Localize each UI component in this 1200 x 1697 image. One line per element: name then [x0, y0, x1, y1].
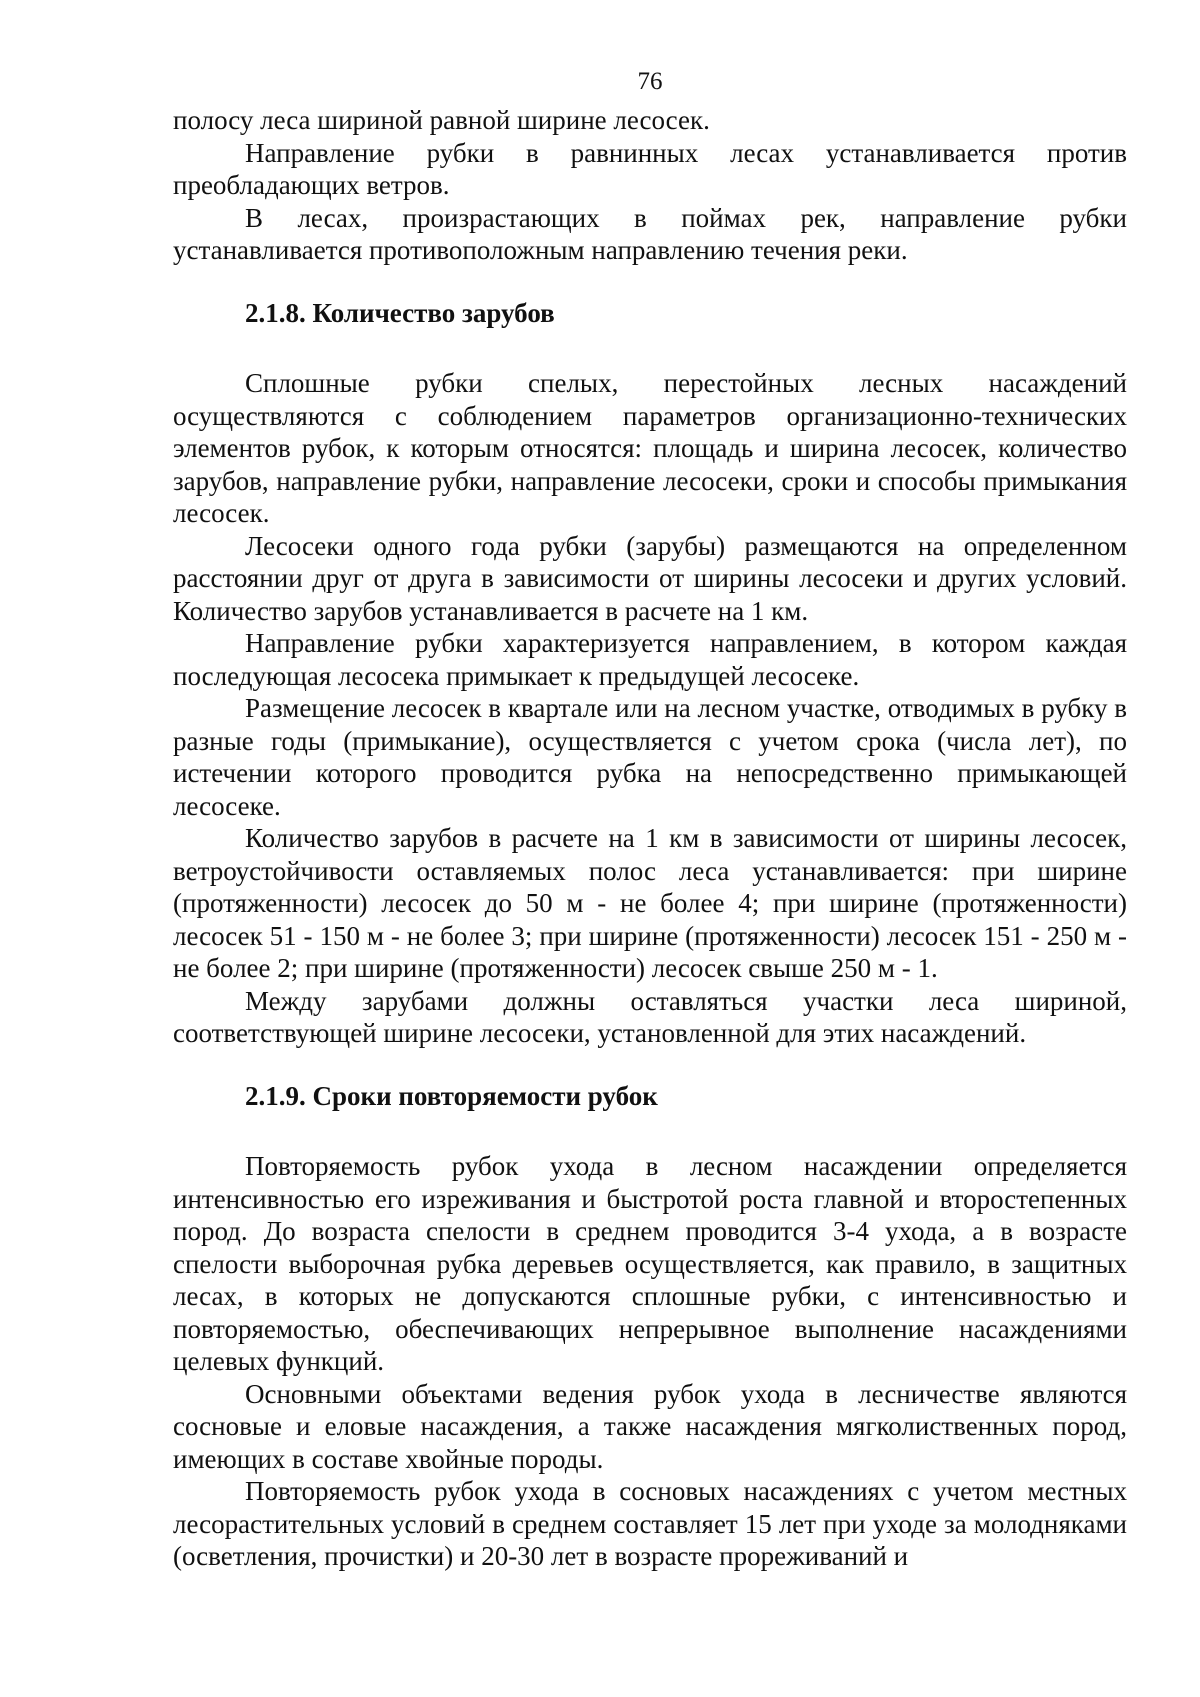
paragraph: В лесах, произрастающих в поймах рек, направление рубки устанавливается противоположным направлению течения реки. — [173, 202, 1127, 265]
paragraph: Основными объектами ведения рубок ухода в лесничестве являются сосновые и еловые насаждения, а также насаждения мягколиственных пород, имеющих в составе хвойные породы. — [173, 1378, 1127, 1474]
paragraph: Повторяемость рубок ухода в лесном насаждении определяется интенсивностью его изреживания и быстротой роста главной и второстепенных пород. До возраста спелости в среднем проводится 3-4 ухода, а в возрасте спелости выборочная рубка деревьев осуществляется, как правило, в защитных лесах, в которых не допускаются сплошные рубки, с интенсивностью и повторяемостью, обеспечивающих непрерывное выполнение насаждениями целевых функций. — [173, 1151, 1127, 1376]
section-heading-2-1-9: 2.1.9. Сроки повторяемости рубок — [245, 1080, 658, 1111]
paragraph: Между зарубами должны оставляться участки леса шириной, соответствующей ширине лесосеки, установленной для этих насаждений. — [173, 985, 1127, 1048]
document-page — [173, 66, 1127, 1573]
paragraph: Лесосеки одного года рубки (зарубы) размещаются на определенном расстоянии друг от друга в зависимости от ширины лесосеки и других условий. Количество зарубов устанавливается в расчете на 1 км. — [173, 530, 1127, 626]
paragraph: полосу леса шириной равной ширине лесосек. — [173, 105, 710, 135]
paragraph: Количество зарубов в расчете на 1 км в зависимости от ширины лесосек, ветроустойчивости оставляемых полос леса устанавливается: при ширине (протяженности) лесосек до 50 м - не более 4; при ширине (протяженности) лесосек 51 - 150 м - не более 3; при ширине (протяженности) лесосек 151 - 250 м - не более 2; при ширине (протяженности) лесосек свыше 250 м - 1. — [173, 823, 1127, 983]
paragraph: Направление рубки в равнинных лесах устанавливается против преобладающих ветров. — [173, 137, 1127, 200]
paragraph: Сплошные рубки спелых, перестойных лесных насаждений осуществляются с соблюдением параметров организационно-технических элементов рубок, к которым относятся: площадь и ширина лесосек, количество зарубов, направление рубки, направление лесосеки, сроки и способы примыкания лесосек. — [173, 368, 1127, 528]
paragraph: Размещение лесосек в квартале или на лесном участке, отводимых в рубку в разные годы (примыкание), осуществляется с учетом срока (числа лет), по истечении которого проводится рубка на непосредственно примыкающей лесосеке. — [173, 693, 1127, 821]
paragraph: Направление рубки характеризуется направлением, в котором каждая последующая лесосека примыкает к предыдущей лесосеке. — [173, 628, 1127, 691]
paragraph: Повторяемость рубок ухода в сосновых насаждениях с учетом местных лесорастительных условий в среднем составляет 15 лет при уходе за молодняками (осветления, прочистки) и 20-30 лет в возрасте прореживаний и — [173, 1476, 1127, 1571]
section-heading-2-1-8: 2.1.8. Количество зарубов — [245, 297, 555, 328]
page-number: 76 — [637, 68, 663, 95]
